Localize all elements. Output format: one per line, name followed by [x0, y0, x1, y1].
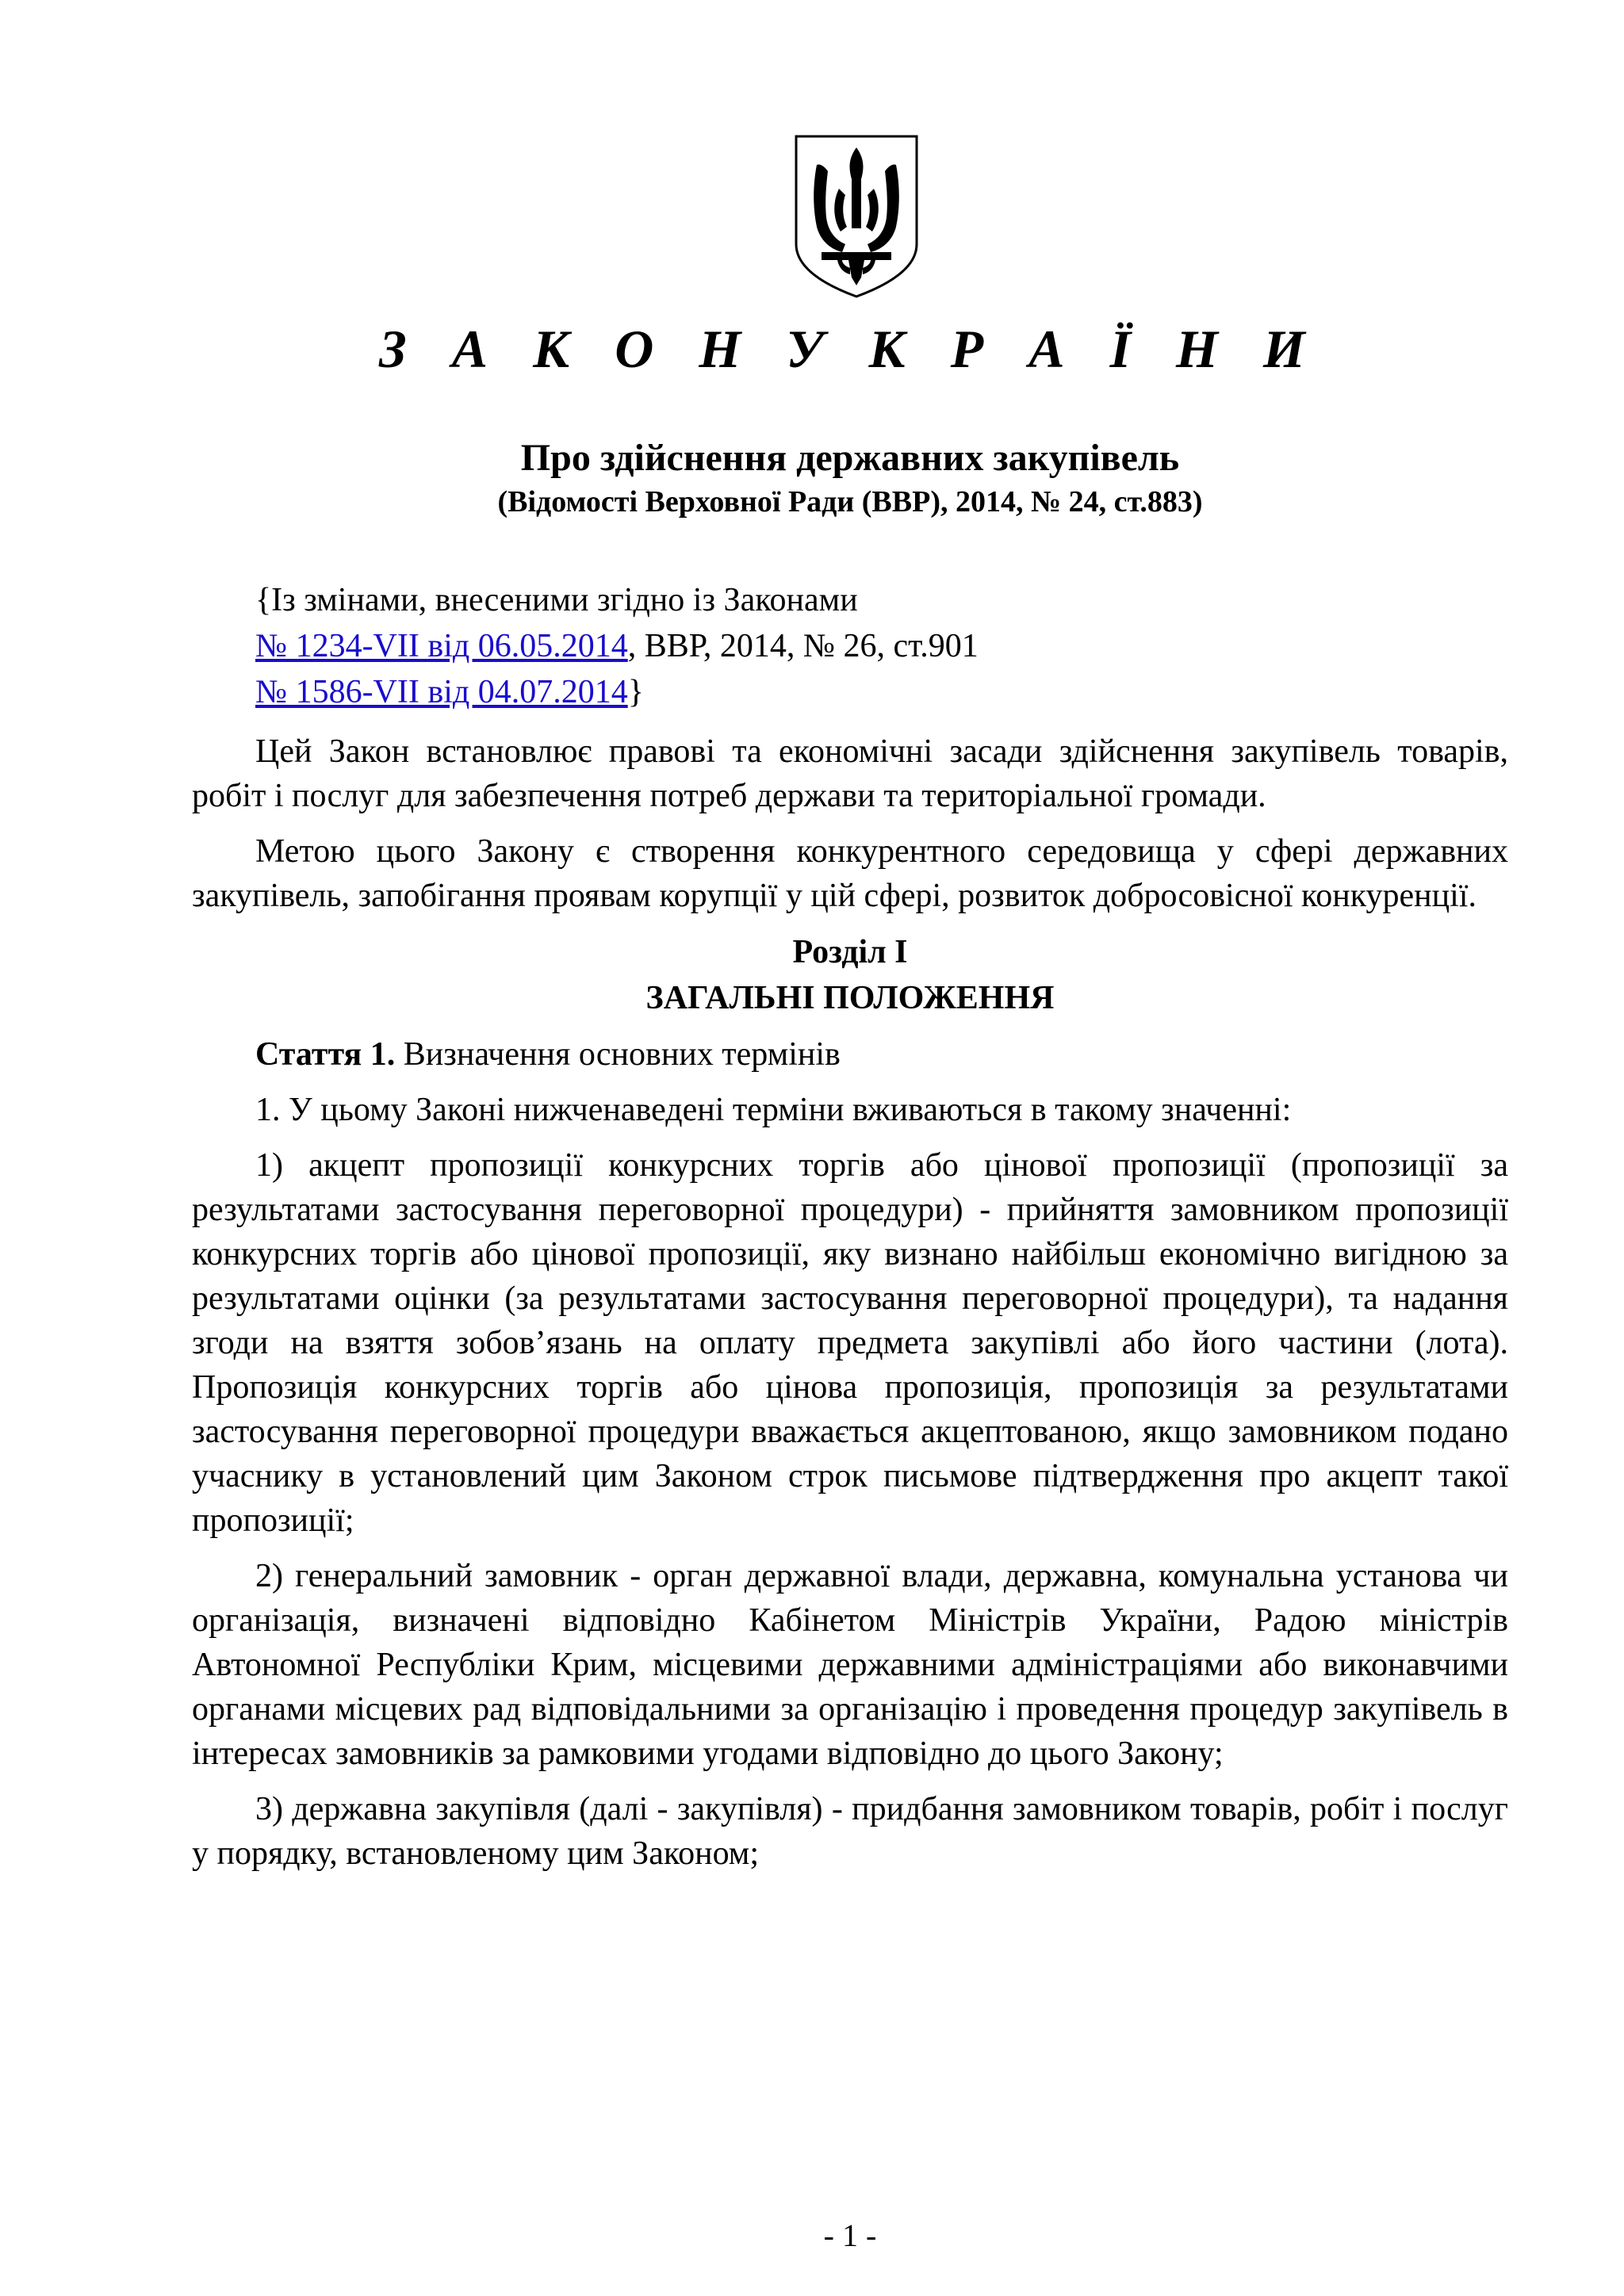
law-subtitle: Про здійснення державних закупівель — [520, 437, 1180, 479]
article-paragraph: 3) державна закупівля (далі - закупівля) - придбання замовником товарів, робіт і послуг у порядку, встановленому цим Законом; — [192, 1791, 1508, 1872]
document-page — [192, 0, 1508, 2296]
amendment-line — [255, 623, 979, 669]
section-title: ЗАГАЛЬНІ ПОЛОЖЕННЯ — [645, 980, 1055, 1016]
section-heading — [192, 929, 1508, 1021]
article-title: Визначення основних термінів — [403, 1036, 841, 1073]
preamble-paragraph: Цей Закон встановлює правові та економічні засади здійснення закупівель товарів, робіт і послуг для забезпечення потреб держави та територіальної громади. — [192, 733, 1508, 814]
article-paragraph: 2) генеральний замовник - орган державної влади, державна, комунальна установа чи організація, визначені відповідно Кабінетом Міністрів України, Радою міністрів Автономної Республіки Крим, місцевими державними адміністраціями або виконавчими органами місцевих рад відповідальними за організацію і проведення процедур закупівель в інтересах замовників за рамковими угодами відповідно до цього Закону; — [192, 1558, 1508, 1772]
article-label: Стаття 1. — [255, 1036, 396, 1073]
page-number: - 1 - — [823, 2218, 877, 2253]
preamble-paragraph: Метою цього Закону є створення конкурентного середовища у сфері державних закупівель, запобігання проявам корупції у цій сфері, розвиток добросовісної конкуренції. — [192, 833, 1508, 914]
law-title: З А К О Н У К Р А Ї Н И — [379, 319, 1321, 379]
article-heading — [192, 1032, 1508, 1077]
amendment-link-1234[interactable]: № 1234-VII від 06.05.2014 — [255, 628, 628, 664]
amendment-suffix: } — [627, 674, 644, 710]
amendment-line — [255, 669, 979, 715]
amendments-block — [255, 577, 979, 715]
amendment-link-1586[interactable]: № 1586-VII від 04.07.2014 — [255, 674, 628, 710]
gazette-reference: (Відомості Верховної Ради (ВВР), 2014, № 24, ст.883) — [497, 485, 1203, 519]
law-body — [192, 729, 1508, 1887]
coat-of-arms-of-ukraine-icon — [793, 133, 920, 300]
amendments-intro: {Із змінами, внесеними згідно із Законами — [255, 582, 858, 618]
amendment-suffix: , ВВР, 2014, № 26, ст.901 — [627, 628, 979, 664]
article-paragraph: 1) акцепт пропозиції конкурсних торгів або цінової пропозиції (пропозиції за результатами застосування переговорної процедури) - прийняття замовником пропозиції конкурсних торгів або цінової пропозиції, яку визнано найбільш економічно вигідною за результатами оцінки (за результатами застосування переговорної процедури), та надання згоди на взяття зобов’язань на оплату предмета закупівлі або його частини (лота). Пропозиція конкурсних торгів або цінова пропозиція, пропозиція за результатами застосування переговорної процедури вважається акцептованою, якщо замовником подано учаснику в установлений цим Законом строк письмове підтвердження про акцепт такої пропозиції; — [192, 1147, 1508, 1539]
article-paragraph: 1. У цьому Законі нижченаведені терміни вживаються в такому значенні: — [255, 1092, 1292, 1128]
section-number: Розділ I — [792, 934, 908, 970]
